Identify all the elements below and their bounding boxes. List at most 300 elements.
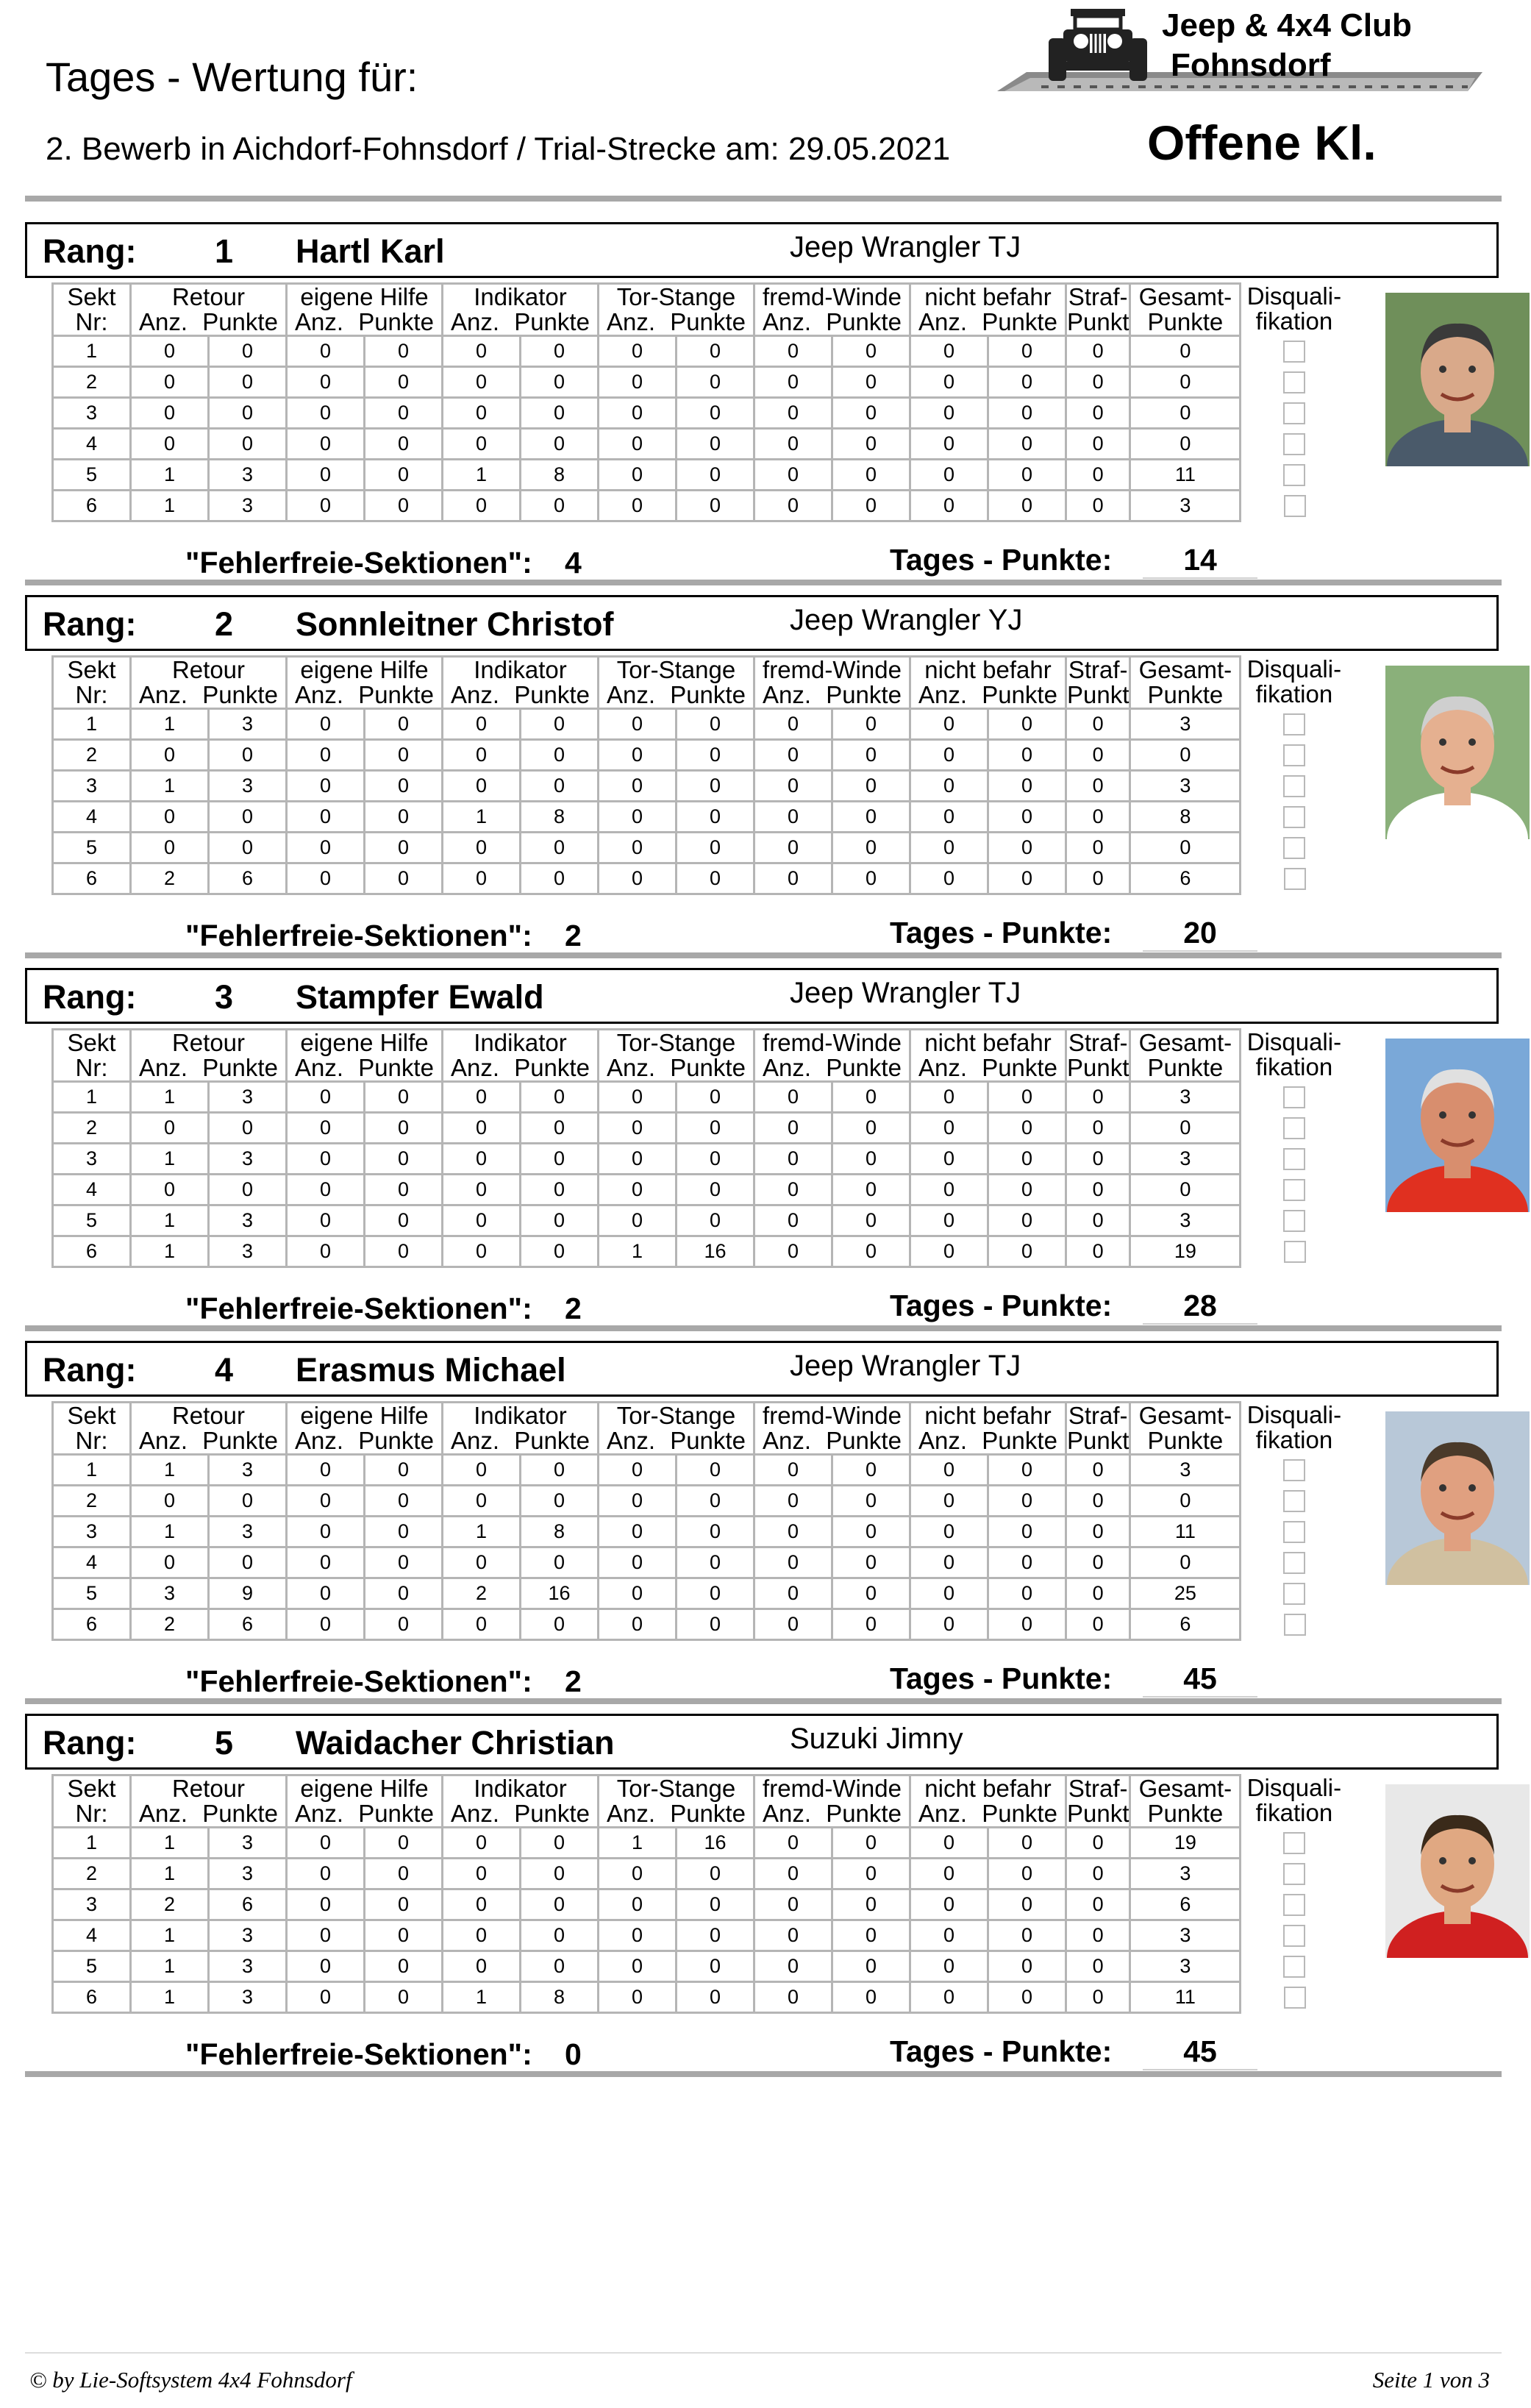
column-header-bottom <box>599 1428 753 1453</box>
column-subheader: Punkte <box>982 681 1057 708</box>
table-cell: 8 <box>1130 802 1241 833</box>
disqualification-checkbox[interactable] <box>1283 1925 1305 1947</box>
table-cell: 0 <box>910 460 988 491</box>
disqualification-checkbox[interactable] <box>1283 1956 1305 1978</box>
table-cell: 0 <box>1066 1828 1130 1859</box>
table-cell: 3 <box>209 1455 287 1486</box>
column-header <box>443 1403 599 1455</box>
column-header-bottom <box>599 683 753 708</box>
column-subheader: Punkt <box>1067 1054 1129 1081</box>
column-subheader: Punkte <box>514 308 590 335</box>
column-header-top: eigene Hilfe <box>300 656 429 683</box>
rank-number: 1 <box>215 232 234 270</box>
table-cell: 0 <box>521 771 599 802</box>
column-subheader: Punkte <box>202 1427 278 1454</box>
table-cell: 0 <box>287 1920 365 1951</box>
disqualification-cell <box>1241 802 1348 833</box>
disqualification-checkbox[interactable] <box>1284 1241 1306 1263</box>
event-subtitle: 2. Bewerb in Aichdorf-Fohnsdorf / Trial-Strecke am: 29.05.2021 <box>46 131 951 167</box>
table-cell: 0 <box>832 1578 910 1609</box>
column-header-top: Disquali- <box>1246 1027 1342 1055</box>
table-cell: 1 <box>599 1236 677 1267</box>
disqualification-cell <box>1241 1982 1348 2013</box>
disqualification-checkbox[interactable] <box>1283 775 1305 797</box>
disqualification-checkbox[interactable] <box>1283 1179 1305 1201</box>
table-row <box>53 1951 1348 1982</box>
table-cell: 0 <box>599 1920 677 1951</box>
table-row <box>53 1609 1348 1640</box>
club-logo <box>993 4 1493 100</box>
column-header-top: Sekt <box>67 1402 116 1429</box>
table-cell: 0 <box>1066 491 1130 521</box>
column-header-top: Sekt <box>67 1029 116 1056</box>
table-cell: 0 <box>209 833 287 863</box>
column-header <box>1066 284 1130 336</box>
table-cell: 0 <box>365 771 443 802</box>
table-cell: 0 <box>910 1144 988 1175</box>
table-cell: 0 <box>365 1144 443 1175</box>
table-cell: 3 <box>1130 1082 1241 1113</box>
table-cell: 0 <box>988 740 1066 771</box>
table-cell: 0 <box>521 1144 599 1175</box>
table-cell: 3 <box>53 771 131 802</box>
table-cell: 0 <box>131 740 209 771</box>
column-subheader: Punkte <box>982 1054 1057 1081</box>
disqualification-checkbox[interactable] <box>1283 464 1305 486</box>
table-cell: 0 <box>599 709 677 740</box>
rank-header-box <box>25 222 1499 278</box>
column-subheader: Anz. <box>295 1427 344 1454</box>
table-cell: 0 <box>443 1082 521 1113</box>
column-header <box>131 657 287 709</box>
disqualification-checkbox[interactable] <box>1283 1832 1305 1854</box>
column-header <box>443 1775 599 1828</box>
table-cell: 1 <box>443 460 521 491</box>
error-free-label: "Fehlerfreie-Sektionen": <box>185 2037 532 2071</box>
table-row <box>53 1578 1348 1609</box>
column-header <box>599 1775 754 1828</box>
table-cell: 3 <box>1130 1951 1241 1982</box>
column-subheader: Punkte <box>1147 1427 1224 1454</box>
column-header-top: Retour <box>171 1402 246 1429</box>
table-cell: 0 <box>677 398 754 429</box>
jeep-icon <box>1043 4 1153 85</box>
table-cell: 0 <box>365 460 443 491</box>
error-free-label: "Fehlerfreie-Sektionen": <box>185 919 532 952</box>
column-subheader: Anz. <box>607 1800 656 1827</box>
column-header <box>131 1775 287 1828</box>
disqualification-checkbox[interactable] <box>1284 1987 1306 2009</box>
column-header <box>131 284 287 336</box>
table-cell: 0 <box>677 863 754 894</box>
table-cell: 0 <box>988 1236 1066 1267</box>
table-cell: 0 <box>910 1859 988 1889</box>
column-header-bottom <box>755 1801 909 1826</box>
column-header-bottom <box>755 1055 909 1080</box>
column-header-bottom <box>1067 1055 1129 1080</box>
competitor-block <box>0 1341 1531 1713</box>
table-cell: 0 <box>443 833 521 863</box>
error-free-count: 4 <box>565 546 582 580</box>
table-cell: 3 <box>1130 1859 1241 1889</box>
table-cell: 0 <box>287 709 365 740</box>
table-cell: 11 <box>1130 460 1241 491</box>
column-subheader: fikation <box>1255 1425 1333 1453</box>
column-header <box>910 1775 1066 1828</box>
disqualification-checkbox[interactable] <box>1283 744 1305 766</box>
column-header-bottom <box>755 1428 909 1453</box>
table-cell: 3 <box>53 1517 131 1547</box>
table-cell: 0 <box>677 1951 754 1982</box>
table-cell: 0 <box>677 1113 754 1144</box>
table-cell: 0 <box>521 1828 599 1859</box>
table-cell: 1 <box>131 771 209 802</box>
table-cell: 0 <box>677 1144 754 1175</box>
table-cell: 0 <box>754 740 832 771</box>
table-cell: 0 <box>365 1517 443 1547</box>
rank-header-box <box>25 1341 1499 1397</box>
column-header <box>910 1030 1066 1082</box>
column-header-top: Disquali- <box>1246 655 1342 683</box>
table-row <box>53 1828 1348 1859</box>
column-subheader: Anz. <box>918 1054 968 1081</box>
table-cell: 0 <box>754 1920 832 1951</box>
day-points-label: Tages - Punkte: <box>890 2034 1113 2068</box>
table-cell: 0 <box>988 802 1066 833</box>
disqualification-checkbox[interactable] <box>1283 713 1305 735</box>
section-divider <box>25 952 1502 958</box>
day-points-label: Tages - Punkte: <box>890 1289 1113 1322</box>
disqualification-checkbox[interactable] <box>1283 402 1305 424</box>
table-cell: 0 <box>287 1828 365 1859</box>
table-cell: 0 <box>677 1578 754 1609</box>
disqualification-cell <box>1241 460 1348 491</box>
table-cell: 6 <box>209 863 287 894</box>
table-cell: 6 <box>1130 1889 1241 1920</box>
table-cell: 1 <box>443 1982 521 2013</box>
table-cell: 0 <box>365 1951 443 1982</box>
column-header-bottom <box>1131 1801 1239 1826</box>
column-header-top: eigene Hilfe <box>300 1402 429 1429</box>
table-cell: 3 <box>1130 1455 1241 1486</box>
column-subheader: Punkte <box>514 1800 590 1827</box>
table-cell: 0 <box>677 833 754 863</box>
table-cell: 0 <box>443 1828 521 1859</box>
table-cell: 0 <box>832 1547 910 1578</box>
table-cell: 0 <box>1066 460 1130 491</box>
table-cell: 0 <box>1066 1547 1130 1578</box>
table-cell: 0 <box>365 1859 443 1889</box>
table-cell: 2 <box>131 863 209 894</box>
table-cell: 1 <box>131 1144 209 1175</box>
disqualification-checkbox[interactable] <box>1283 1521 1305 1543</box>
table-cell: 0 <box>599 491 677 521</box>
table-row <box>53 1175 1348 1205</box>
table-cell: 0 <box>832 1205 910 1236</box>
table-cell: 0 <box>832 1920 910 1951</box>
column-header-bottom <box>1131 683 1239 708</box>
column-header <box>1130 1030 1241 1082</box>
score-table <box>51 1401 1349 1641</box>
table-row <box>53 1113 1348 1144</box>
table-cell: 0 <box>1066 398 1130 429</box>
table-cell: 0 <box>754 771 832 802</box>
table-cell: 0 <box>1066 709 1130 740</box>
column-subheader: Anz. <box>763 681 812 708</box>
table-cell: 0 <box>988 1859 1066 1889</box>
table-row <box>53 863 1348 894</box>
table-cell: 0 <box>365 1486 443 1517</box>
table-cell: 0 <box>365 1113 443 1144</box>
column-header-bottom <box>911 310 1065 335</box>
column-header-bottom <box>54 1428 129 1453</box>
table-cell: 0 <box>677 740 754 771</box>
disqualification-checkbox[interactable] <box>1283 1894 1305 1916</box>
vehicle-name: Jeep Wrangler TJ <box>790 977 1021 1009</box>
table-cell: 0 <box>832 1951 910 1982</box>
table-cell: 0 <box>910 802 988 833</box>
table-cell: 8 <box>521 1982 599 2013</box>
table-cell: 1 <box>53 336 131 367</box>
table-cell: 0 <box>521 1236 599 1267</box>
competitor-block <box>0 595 1531 967</box>
table-cell: 0 <box>910 1547 988 1578</box>
table-cell: 0 <box>365 1578 443 1609</box>
table-cell: 11 <box>1130 1982 1241 2013</box>
table-cell: 0 <box>365 833 443 863</box>
disqualification-cell <box>1241 1113 1348 1144</box>
column-subheader: Punkte <box>358 681 434 708</box>
table-cell: 0 <box>1066 1486 1130 1517</box>
column-header <box>443 657 599 709</box>
table-cell: 5 <box>53 1578 131 1609</box>
table-cell: 3 <box>1130 491 1241 521</box>
table-cell: 0 <box>677 1486 754 1517</box>
table-cell: 0 <box>209 1175 287 1205</box>
column-header <box>599 1030 754 1082</box>
column-header-bottom <box>1241 1800 1346 1825</box>
table-cell: 0 <box>1066 863 1130 894</box>
disqualification-checkbox[interactable] <box>1283 1148 1305 1170</box>
disqualification-checkbox[interactable] <box>1283 1583 1305 1605</box>
column-header-bottom <box>1067 1801 1129 1826</box>
table-cell: 1 <box>53 709 131 740</box>
disqualification-checkbox[interactable] <box>1283 1117 1305 1139</box>
column-header-top: Tor-Stange <box>616 1029 736 1056</box>
table-cell: 0 <box>287 1113 365 1144</box>
column-header <box>1241 1027 1348 1082</box>
table-cell: 0 <box>599 740 677 771</box>
table-cell: 0 <box>443 336 521 367</box>
table-cell: 6 <box>53 1236 131 1267</box>
column-subheader: Anz. <box>451 1054 500 1081</box>
disqualification-checkbox[interactable] <box>1284 495 1306 517</box>
day-points-value: 28 <box>1143 1289 1257 1325</box>
table-cell: 0 <box>1130 398 1241 429</box>
day-points-value: 14 <box>1143 543 1257 579</box>
table-cell: 0 <box>832 771 910 802</box>
table-cell: 0 <box>131 833 209 863</box>
table-cell: 0 <box>988 1082 1066 1113</box>
table-cell: 0 <box>988 1828 1066 1859</box>
table-cell: 0 <box>365 398 443 429</box>
table-cell: 0 <box>1066 1982 1130 2013</box>
table-cell: 0 <box>988 398 1066 429</box>
table-cell: 0 <box>832 1082 910 1113</box>
table-cell: 0 <box>832 833 910 863</box>
table-cell: 0 <box>677 1982 754 2013</box>
table-cell: 0 <box>677 1547 754 1578</box>
table-cell: 0 <box>599 1175 677 1205</box>
table-cell: 0 <box>754 1082 832 1113</box>
table-cell: 0 <box>599 1578 677 1609</box>
table-cell: 6 <box>53 491 131 521</box>
score-table <box>51 655 1349 895</box>
driver-name: Sonnleitner Christof <box>296 605 614 643</box>
disqualification-checkbox[interactable] <box>1283 371 1305 393</box>
table-cell: 0 <box>287 740 365 771</box>
table-cell: 6 <box>53 863 131 894</box>
disqualification-checkbox[interactable] <box>1283 1490 1305 1512</box>
column-header-top: Indikator <box>474 283 567 310</box>
column-header-bottom <box>132 1801 285 1826</box>
table-cell: 5 <box>53 1951 131 1982</box>
table-cell: 0 <box>521 1609 599 1640</box>
table-cell: 0 <box>287 1455 365 1486</box>
table-cell: 0 <box>599 1859 677 1889</box>
table-cell: 0 <box>754 802 832 833</box>
table-cell: 0 <box>754 1828 832 1859</box>
column-subheader: Punkte <box>358 1800 434 1827</box>
score-table <box>51 282 1349 522</box>
table-row <box>53 398 1348 429</box>
table-cell: 0 <box>443 1486 521 1517</box>
column-header-top: Indikator <box>474 656 567 683</box>
column-subheader: Nr: <box>75 1800 108 1827</box>
table-cell: 0 <box>209 802 287 833</box>
table-row <box>53 1144 1348 1175</box>
table-cell: 0 <box>443 1951 521 1982</box>
table-cell: 0 <box>443 1205 521 1236</box>
table-cell: 0 <box>910 1609 988 1640</box>
disqualification-cell <box>1241 771 1348 802</box>
table-cell: 0 <box>677 1175 754 1205</box>
column-subheader: Anz. <box>295 1800 344 1827</box>
column-header <box>1241 284 1348 336</box>
column-header-top: fremd-Winde <box>763 1775 902 1802</box>
table-cell: 3 <box>209 1082 287 1113</box>
table-cell: 0 <box>287 833 365 863</box>
column-header-bottom <box>1241 309 1346 334</box>
vehicle-name: Suzuki Jimny <box>790 1723 963 1755</box>
table-cell: 0 <box>521 398 599 429</box>
table-cell: 0 <box>443 1889 521 1920</box>
column-subheader: Punkte <box>1147 681 1224 708</box>
table-row <box>53 429 1348 460</box>
column-header-top: eigene Hilfe <box>300 1775 429 1802</box>
table-cell: 0 <box>754 1236 832 1267</box>
table-cell: 0 <box>365 491 443 521</box>
column-header-bottom <box>288 1055 441 1080</box>
table-cell: 0 <box>131 367 209 398</box>
column-header <box>443 284 599 336</box>
column-header-bottom <box>1131 1428 1239 1453</box>
rank-header-box <box>25 1714 1499 1770</box>
table-cell: 0 <box>365 863 443 894</box>
table-cell: 0 <box>287 491 365 521</box>
table-cell: 0 <box>1130 1547 1241 1578</box>
table-cell: 4 <box>53 1920 131 1951</box>
column-header <box>1130 1403 1241 1455</box>
column-header-top: Indikator <box>474 1029 567 1056</box>
column-header <box>910 1403 1066 1455</box>
column-subheader: Anz. <box>918 308 968 335</box>
table-cell: 4 <box>53 429 131 460</box>
table-cell: 0 <box>832 491 910 521</box>
column-subheader: Nr: <box>75 308 108 335</box>
disqualification-checkbox[interactable] <box>1283 837 1305 859</box>
disqualification-checkbox[interactable] <box>1283 1863 1305 1885</box>
disqualification-checkbox[interactable] <box>1283 1210 1305 1232</box>
table-row <box>53 336 1348 367</box>
table-cell: 0 <box>910 367 988 398</box>
table-cell: 0 <box>677 771 754 802</box>
table-cell: 8 <box>521 460 599 491</box>
table-cell: 0 <box>365 1609 443 1640</box>
column-subheader: Anz. <box>139 1054 188 1081</box>
disqualification-checkbox[interactable] <box>1283 1552 1305 1574</box>
disqualification-checkbox[interactable] <box>1283 806 1305 828</box>
column-header-top: Disquali- <box>1246 282 1342 310</box>
disqualification-checkbox[interactable] <box>1284 1614 1306 1636</box>
table-cell: 0 <box>131 1486 209 1517</box>
column-subheader: Punkte <box>670 681 746 708</box>
column-header-bottom <box>1067 310 1129 335</box>
table-cell: 0 <box>443 863 521 894</box>
disqualification-checkbox[interactable] <box>1283 1086 1305 1108</box>
table-cell: 0 <box>521 833 599 863</box>
disqualification-checkbox[interactable] <box>1284 868 1306 890</box>
driver-name: Erasmus Michael <box>296 1351 566 1389</box>
table-cell: 1 <box>131 1236 209 1267</box>
table-cell: 0 <box>131 398 209 429</box>
column-subheader: Punkt <box>1067 1800 1129 1827</box>
column-header-bottom <box>755 683 909 708</box>
table-cell: 0 <box>832 460 910 491</box>
disqualification-checkbox[interactable] <box>1283 341 1305 363</box>
table-cell: 0 <box>443 398 521 429</box>
table-cell: 2 <box>53 1113 131 1144</box>
column-subheader: Anz. <box>139 681 188 708</box>
table-cell: 0 <box>754 1486 832 1517</box>
table-cell: 0 <box>988 336 1066 367</box>
driver-name: Stampfer Ewald <box>296 978 544 1016</box>
column-subheader: Anz. <box>763 1800 812 1827</box>
table-cell: 0 <box>443 491 521 521</box>
column-header-top: Disquali- <box>1246 1773 1342 1801</box>
table-cell: 0 <box>599 460 677 491</box>
table-cell: 0 <box>754 1455 832 1486</box>
table-cell: 0 <box>832 429 910 460</box>
column-header-bottom <box>443 1055 597 1080</box>
disqualification-checkbox[interactable] <box>1283 1459 1305 1481</box>
table-header-row <box>53 1775 1348 1828</box>
table-cell: 0 <box>988 1609 1066 1640</box>
table-cell: 0 <box>754 1517 832 1547</box>
table-cell: 0 <box>910 709 988 740</box>
disqualification-checkbox[interactable] <box>1283 433 1305 455</box>
column-header-top: Disquali- <box>1246 1400 1342 1428</box>
